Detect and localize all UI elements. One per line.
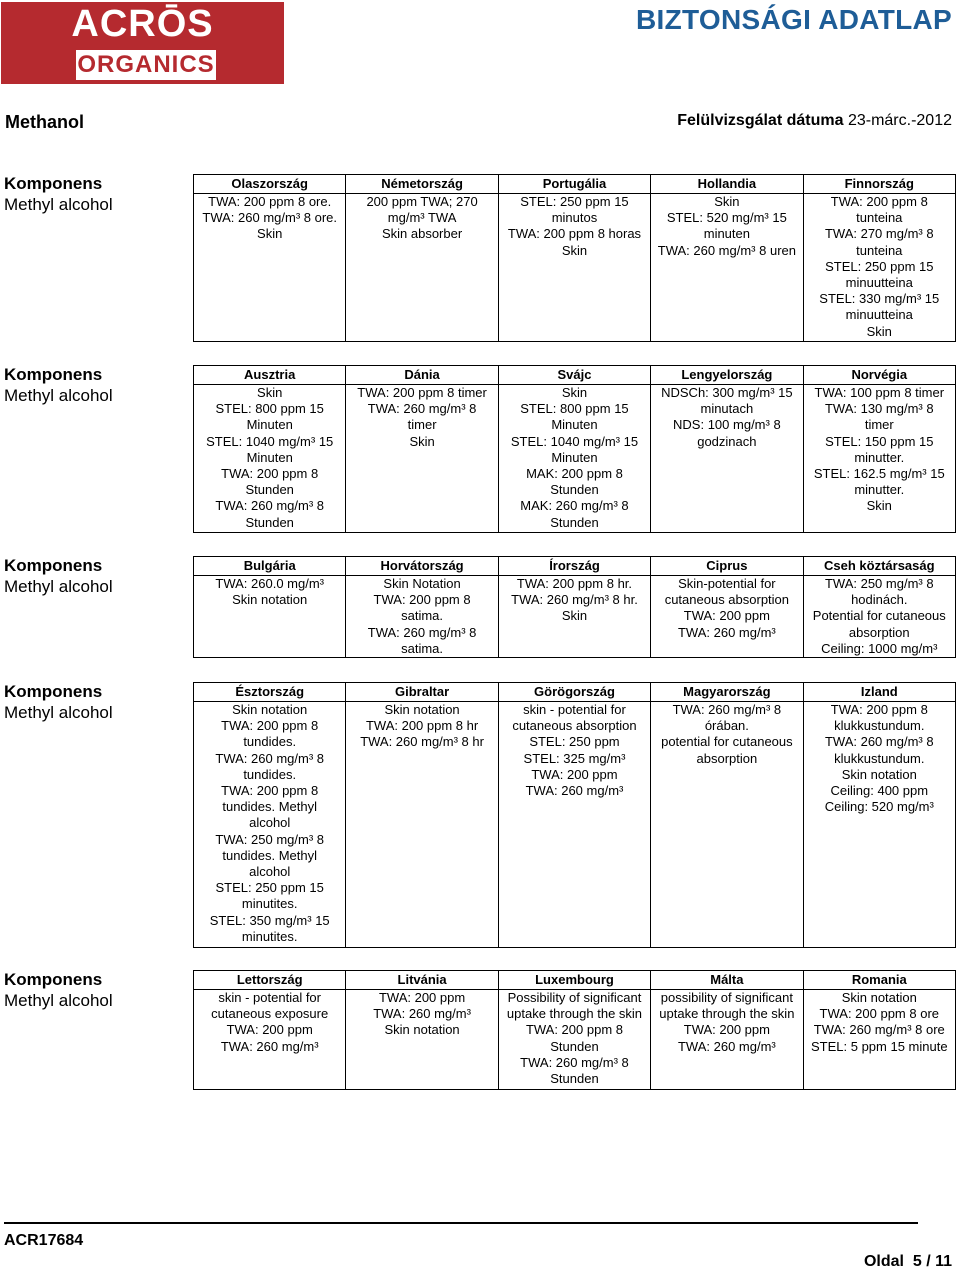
limit-value-cell: skin - potential for cutaneous absorption STEL: 250 ppm STEL: 325 mg/m³ TWA: 200 ppm TWA: 260 mg/m³	[498, 702, 650, 948]
component-name: Methyl alcohol	[4, 703, 113, 722]
limit-value-cell: STEL: 250 ppm 15 minutos TWA: 200 ppm 8 horas Skin	[498, 194, 650, 342]
country-header: Magyarország	[651, 683, 803, 702]
limit-value-cell: TWA: 200 ppm TWA: 260 mg/m³ Skin notation	[346, 990, 498, 1090]
country-header: Málta	[651, 971, 803, 990]
limit-value-cell: possibility of significant uptake through the skin TWA: 200 ppm TWA: 260 mg/m³	[651, 990, 803, 1090]
page-value: 5 / 11	[912, 1253, 952, 1270]
limit-value-cell: skin - potential for cutaneous exposure TWA: 200 ppm TWA: 260 mg/m³	[194, 990, 346, 1090]
limit-value-cell: TWA: 200 ppm 8 timer TWA: 260 mg/m³ 8 timer Skin	[346, 385, 498, 533]
table-header-row	[194, 175, 956, 194]
country-header: Izland	[803, 683, 955, 702]
country-header: Gibraltar	[346, 683, 498, 702]
exposure-limits-table	[193, 174, 956, 342]
exposure-limits-table	[193, 970, 956, 1090]
limit-value-cell: TWA: 260.0 mg/m³ Skin notation	[194, 576, 346, 658]
exposure-limits-table	[193, 682, 956, 948]
country-header: Litvánia	[346, 971, 498, 990]
footer-divider	[4, 1222, 918, 1224]
document-code: ACR17684	[4, 1232, 84, 1249]
country-header: Dánia	[346, 366, 498, 385]
limit-value-cell: Skin Notation TWA: 200 ppm 8 satima. TWA: 260 mg/m³ 8 satima.	[346, 576, 498, 658]
country-header: Luxembourg	[498, 971, 650, 990]
exposure-limits-table	[193, 365, 956, 533]
country-header: Portugália	[498, 175, 650, 194]
country-header: Lengyelország	[651, 366, 803, 385]
country-header: Svájc	[498, 366, 650, 385]
limit-value-cell: Skin notation TWA: 200 ppm 8 tundides. TWA: 260 mg/m³ 8 tundides. TWA: 200 ppm 8 tundides. Methyl alcohol TWA: 250 mg/m³ 8 tundides. Methyl alcohol STEL: 250 ppm 15 minutites. STEL: 350 mg/m³ 15 minutites.	[194, 702, 346, 948]
limit-value-cell: 200 ppm TWA; 270 mg/m³ TWA Skin absorber	[346, 194, 498, 342]
component-label: Komponens	[4, 174, 103, 193]
country-header: Cseh köztársaság	[803, 557, 955, 576]
product-name: Methanol	[5, 112, 84, 132]
country-header: Finnország	[803, 175, 955, 194]
table-header-row	[194, 683, 956, 702]
component-name: Methyl alcohol	[4, 991, 113, 1010]
component-name: Methyl alcohol	[4, 195, 113, 214]
page-number	[864, 1253, 952, 1271]
limit-value-cell: TWA: 100 ppm 8 timer TWA: 130 mg/m³ 8 timer STEL: 150 ppm 15 minutter. STEL: 162.5 mg/m³ 15 minutter. Skin	[803, 385, 955, 533]
country-header: Ausztria	[194, 366, 346, 385]
logo-bottom-text: ORGANICS	[77, 51, 215, 78]
exposure-limits-table	[193, 556, 956, 658]
table-row	[194, 385, 956, 533]
limit-value-cell: NDSCh: 300 mg/m³ 15 minutach NDS: 100 mg/m³ 8 godzinach	[651, 385, 803, 533]
component-label: Komponens	[4, 556, 103, 575]
table-header-row	[194, 366, 956, 385]
table-row	[194, 194, 956, 342]
limit-value-cell: TWA: 260 mg/m³ 8 órában. potential for cutaneous absorption	[651, 702, 803, 948]
document-title: BIZTONSÁGI ADATLAP	[636, 4, 952, 35]
limit-value-cell: Skin STEL: 800 ppm 15 Minuten STEL: 1040 mg/m³ 15 Minuten MAK: 200 ppm 8 Stunden MAK: 260 mg/m³ 8 Stunden	[498, 385, 650, 533]
limit-value-cell: Skin notation TWA: 200 ppm 8 hr TWA: 260 mg/m³ 8 hr	[346, 702, 498, 948]
component-name: Methyl alcohol	[4, 577, 113, 596]
country-header: Olaszország	[194, 175, 346, 194]
component-label: Komponens	[4, 682, 103, 701]
table-header-row	[194, 557, 956, 576]
component-label: Komponens	[4, 365, 103, 384]
revision-date-value: 23-márc.-2012	[847, 112, 952, 129]
table-header-row	[194, 971, 956, 990]
component-label: Komponens	[4, 970, 103, 989]
country-header: Észtország	[194, 683, 346, 702]
limit-value-cell: TWA: 200 ppm 8 ore. TWA: 260 mg/m³ 8 ore. Skin	[194, 194, 346, 342]
country-header: Hollandia	[651, 175, 803, 194]
revision-date	[677, 112, 952, 130]
country-header: Norvégia	[803, 366, 955, 385]
limit-value-cell: TWA: 200 ppm 8 hr. TWA: 260 mg/m³ 8 hr. Skin	[498, 576, 650, 658]
limit-value-cell: TWA: 200 ppm 8 tunteina TWA: 270 mg/m³ 8 tunteina STEL: 250 ppm 15 minuutteina STEL: 330 mg/m³ 15 minuutteina Skin	[803, 194, 955, 342]
revision-label: Felülvizsgálat dátuma	[677, 112, 844, 129]
country-header: Görögország	[498, 683, 650, 702]
limit-value-cell: Skin notation TWA: 200 ppm 8 ore TWA: 260 mg/m³ 8 ore STEL: 5 ppm 15 minute	[803, 990, 955, 1090]
country-header: Horvátország	[346, 557, 498, 576]
limit-value-cell: Skin STEL: 800 ppm 15 Minuten STEL: 1040 mg/m³ 15 Minuten TWA: 200 ppm 8 Stunden TWA: 260 mg/m³ 8 Stunden	[194, 385, 346, 533]
country-header: Ciprus	[651, 557, 803, 576]
country-header: Romania	[803, 971, 955, 990]
limit-value-cell: TWA: 200 ppm 8 klukkustundum. TWA: 260 mg/m³ 8 klukkustundum. Skin notation Ceiling: 400 ppm Ceiling: 520 mg/m³	[803, 702, 955, 948]
logo-top-text: ACRŌS	[71, 3, 214, 45]
page-label: Oldal	[863, 1253, 904, 1270]
acros-organics-logo	[1, 2, 284, 84]
component-name: Methyl alcohol	[4, 386, 113, 405]
country-header: Lettország	[194, 971, 346, 990]
country-header: Bulgária	[194, 557, 346, 576]
country-header: Írország	[498, 557, 650, 576]
country-header: Németország	[346, 175, 498, 194]
table-row	[194, 702, 956, 948]
limit-value-cell: Skin-potential for cutaneous absorption TWA: 200 ppm TWA: 260 mg/m³	[651, 576, 803, 658]
limit-value-cell: Possibility of significant uptake through the skin TWA: 200 ppm 8 Stunden TWA: 260 mg/m³ 8 Stunden	[498, 990, 650, 1090]
table-row	[194, 990, 956, 1090]
table-row	[194, 576, 956, 658]
limit-value-cell: TWA: 250 mg/m³ 8 hodinách. Potential for cutaneous absorption Ceiling: 1000 mg/m³	[803, 576, 955, 658]
limit-value-cell: Skin STEL: 520 mg/m³ 15 minuten TWA: 260 mg/m³ 8 uren	[651, 194, 803, 342]
